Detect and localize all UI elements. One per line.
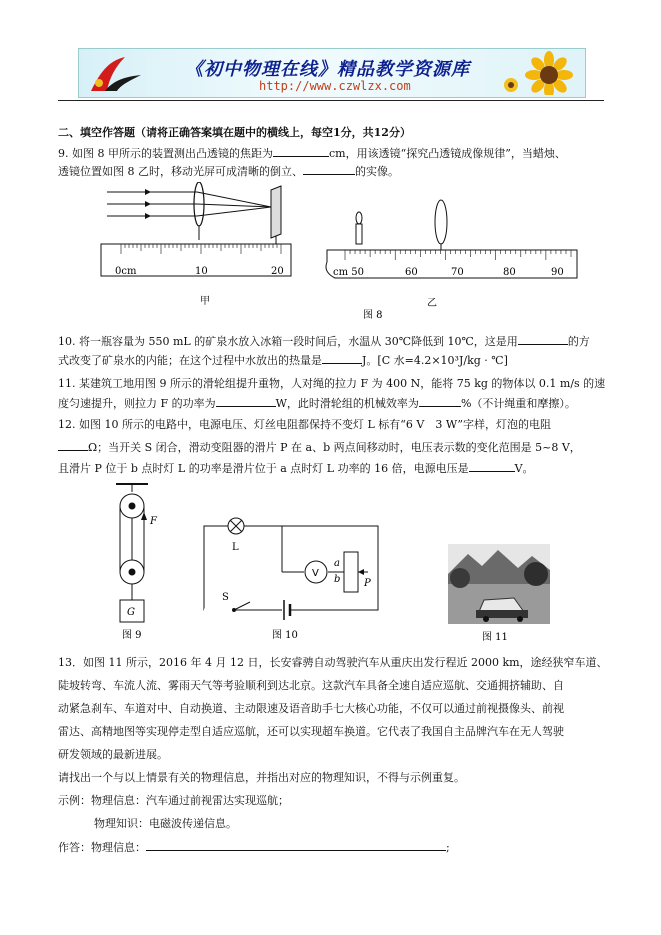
section-heading: 二、填空作答题（请将正确答案填在题中的横线上，每空1分，共12分）: [58, 126, 411, 139]
q10-answer-blank-2[interactable]: [322, 353, 362, 364]
figure-10: [198, 516, 388, 642]
q10-answer-blank-1[interactable]: [518, 334, 568, 345]
q9-answer-blank-2[interactable]: [303, 164, 355, 175]
q10-text-2a: 式改变了矿泉水的内能；在这个过程中水放出的热量是: [58, 354, 322, 367]
fig10-meter-label: V: [312, 568, 319, 579]
q10-text-2b: J。[C 水=4.2×10³J/kg · ℃]: [362, 354, 508, 367]
q10-text-1b: 的方: [567, 335, 590, 348]
q9-text-1a: 9. 如图 8 甲所示的装置测出凸透镜的焦距为: [58, 147, 273, 160]
q11-text-2b: W，此时滑轮组的机械效率为: [275, 397, 419, 410]
question-13-line-3: 动紧急刹车、车道对中、自动换道、主动限速及语音助手七大核心功能，不仅可以通过前视摄像头、前视: [58, 702, 564, 715]
question-12-line-2: [58, 440, 581, 455]
q10-text-1a: 10. 将一瓶容量为 550 mL 的矿泉水放入冰箱一段时间后，水温从 30℃降低到 10℃，这是用: [58, 335, 518, 348]
sunflower-icon: [497, 51, 581, 95]
fig9-mass-label: G: [127, 607, 135, 618]
logo-icon: [85, 53, 145, 93]
question-13-line-4: 雷达、高精地图等实现停走型自适应巡航，还可以实现超车换道。它代表了我国自主品牌汽车在无人驾驶: [58, 725, 564, 738]
q11-text-2a: 度匀速提升，则拉力 F 的功率为: [58, 397, 216, 410]
fig10-p-label: P: [364, 578, 371, 589]
question-9-line-1: [58, 146, 566, 161]
ruler-b-label-90: 90: [551, 267, 564, 278]
q11-answer-blank-2[interactable]: [419, 396, 461, 407]
q12-answer-blank-1[interactable]: [58, 440, 88, 451]
question-12-line-3: [58, 461, 534, 476]
ruler-b-label-50: cm 50: [333, 267, 364, 278]
q9-text-2b: 的实像。: [355, 165, 399, 178]
question-10-line-2: [58, 353, 508, 368]
figure-9-caption: 图 9: [122, 630, 142, 641]
banner-url: http://www.czwlzx.com: [259, 79, 411, 93]
example-info: 示例：物理信息：汽车通过前视雷达实现巡航；: [58, 794, 289, 807]
answer-prefix: 作答：物理信息：: [58, 841, 146, 854]
figure-11: [448, 544, 550, 644]
question-11-line-2: [58, 396, 576, 411]
question-13-line-5: 研发领域的最新进展。: [58, 748, 168, 761]
header-rule: [58, 100, 604, 101]
figure-9: [110, 480, 166, 642]
figure-8a-apparatus: [107, 182, 281, 244]
banner-title: 《初中物理在线》精品教学资源库: [185, 59, 470, 80]
question-12-line-1: 12. 如图 10 所示的电路中，电源电压、灯丝电阻都保持不变灯 L 标有“6 V 3 W”字样，灯泡的电阻: [58, 418, 551, 431]
question-10-line-1: [58, 334, 590, 349]
answer-input-blank[interactable]: [146, 840, 446, 851]
figure-8b-apparatus: [356, 200, 447, 250]
question-13-line-1: 13．如图 11 所示，2016 年 4 月 12 日，长安睿骋自动驾驶汽车从重庆出发行程近 2000 km，途经狭窄车道、: [58, 656, 608, 669]
figure-8b-ruler: [326, 250, 577, 278]
question-9-line-2: [58, 164, 399, 179]
car-photo: [448, 544, 550, 624]
fig10-b-label: b: [334, 574, 341, 585]
figure-10-caption: 图 10: [272, 630, 298, 641]
ruler-b-label-60: 60: [405, 267, 418, 278]
q9-answer-blank-1[interactable]: [273, 146, 329, 157]
answer-row: [58, 840, 450, 855]
question-13-line-2: 陡坡转弯、车流人流、雾雨天气等考验顺利到达北京。这款汽车具备全速自适应巡航、交通拥挤辅助、自: [58, 679, 564, 692]
q9-text-1b: cm，用该透镜“探究凸透镜成像规律”，当蜡烛、: [328, 147, 566, 160]
answer-suffix: ;: [446, 841, 450, 854]
ruler-b-label-80: 80: [503, 267, 516, 278]
ruler-b-label-70: 70: [451, 267, 464, 278]
fig10-switch-label: S: [222, 592, 229, 603]
figure-11-caption: 图 11: [482, 632, 508, 643]
figure-8: [95, 182, 585, 322]
figure-8-caption: 图 8: [363, 310, 383, 321]
figure-8b-label: 乙: [427, 298, 437, 309]
fig10-a-label: a: [334, 558, 340, 569]
question-13-instruction: 请找出一个与以上情景有关的物理信息，并指出对应的物理知识，不得与示例重复。: [58, 771, 465, 784]
fig10-lamp-label: L: [232, 542, 239, 553]
figure-8a-label: 甲: [200, 296, 210, 307]
fig9-force-label: F: [150, 516, 157, 527]
q12-text-3a: 且滑片 P 位于 b 点时灯 L 的功率是滑片位于 a 点时灯 L 功率的 16 倍，电源电压是: [58, 462, 469, 475]
q11-answer-blank-1[interactable]: [216, 396, 276, 407]
q11-text-2c: %（不计绳重和摩擦）。: [460, 397, 576, 410]
q9-text-2a: 透镜位置如图 8 乙时，移动光屏可成清晰的倒立、: [58, 165, 303, 178]
ruler-a-label-20: 20: [271, 266, 284, 277]
figure-8a-ruler: [101, 244, 291, 277]
question-11-line-1: 11. 某建筑工地用图 9 所示的滑轮组提升重物，人对绳的拉力 F 为 400 N，能将 75 kg 的物体以 0.1 m/s 的速: [58, 377, 606, 390]
ruler-a-label-0: 0cm: [115, 266, 137, 277]
header-banner: [78, 48, 586, 98]
q12-answer-blank-2[interactable]: [469, 461, 515, 472]
ruler-a-label-10: 10: [195, 266, 208, 277]
example-knowledge: 物理知识：电磁波传递信息。: [94, 817, 237, 830]
q12-text-3b: V。: [514, 462, 534, 475]
q12-text-2: Ω；当开关 S 闭合，滑动变阻器的滑片 P 在 a、b 两点间移动时，电压表示数的变化范围是 5~8 V，: [88, 441, 581, 454]
